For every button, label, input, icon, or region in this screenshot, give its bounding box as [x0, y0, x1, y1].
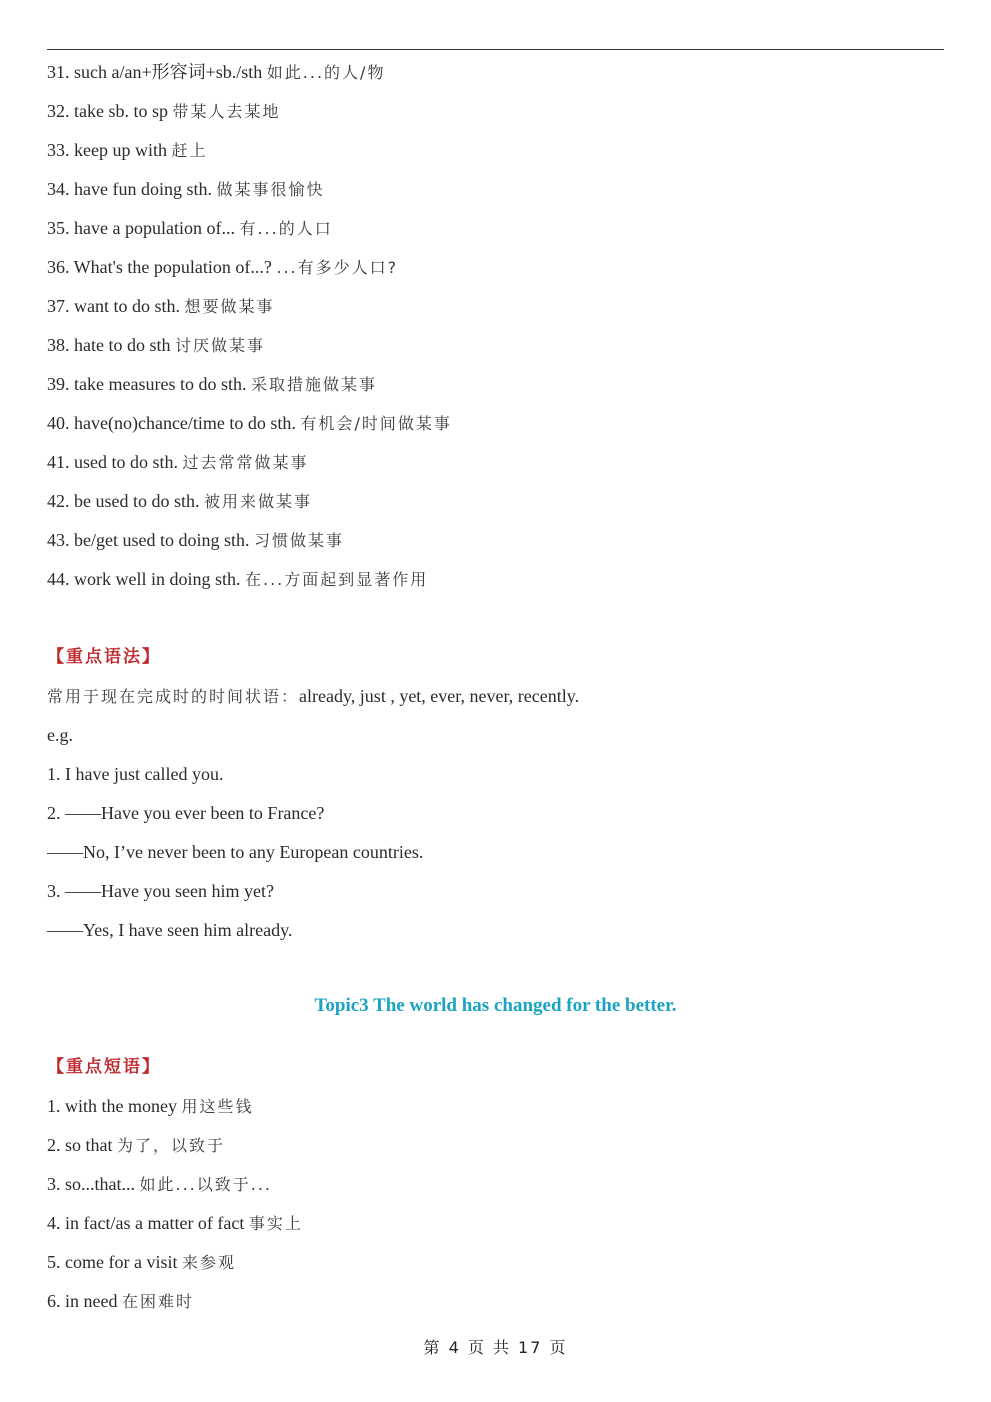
grammar-intro: 常用于现在完成时的时间状语：already, just , yet, ever, never, recently.: [47, 686, 580, 706]
phrases-heading: 【重点短语】: [47, 1057, 161, 1077]
phrase-line: 36. What's the population of...? ...有多少人口?: [47, 257, 399, 277]
phrase-line: 38. hate to do sth 讨厌做某事: [47, 335, 266, 355]
phrase-line: 1. with the money 用这些钱: [47, 1096, 254, 1116]
phrase-line: 39. take measures to do sth. 采取措施做某事: [47, 374, 377, 394]
top-divider: [47, 49, 944, 50]
example-line: ——Yes, I have seen him already.: [47, 920, 293, 940]
page-number-footer: 第 4 页 共 17 页: [423, 1338, 568, 1357]
phrase-line: 2. so that 为了，以致于: [47, 1135, 226, 1155]
phrase-line: 42. be used to do sth. 被用来做某事: [47, 491, 313, 511]
example-line: 2. ——Have you ever been to France?: [47, 803, 325, 823]
phrase-line: 43. be/get used to doing sth. 习惯做某事: [47, 530, 344, 550]
phrase-line: 44. work well in doing sth. 在...方面起到显著作用: [47, 569, 429, 589]
phrase-line: 40. have(no)chance/time to do sth. 有机会/时间做某事: [47, 413, 452, 433]
phrase-line: 33. keep up with 赶上: [47, 140, 208, 160]
phrase-line: 4. in fact/as a matter of fact 事实上: [47, 1213, 303, 1233]
phrase-line: 32. take sb. to sp 带某人去某地: [47, 101, 281, 121]
phrase-line: 31. such a/an+形容词+sb./sth 如此...的人/物: [47, 62, 386, 82]
phrase-line: 3. so...that... 如此...以致于...: [47, 1174, 273, 1194]
example-line: 1. I have just called you.: [47, 764, 224, 784]
example-line: ——No, I’ve never been to any European countries.: [47, 842, 424, 862]
phrase-line: 34. have fun doing sth. 做某事很愉快: [47, 179, 325, 199]
phrase-line: 6. in need 在困难时: [47, 1291, 194, 1311]
phrase-line: 5. come for a visit 来参观: [47, 1252, 236, 1272]
example-line: 3. ——Have you seen him yet?: [47, 881, 274, 901]
topic-title: Topic3 The world has changed for the better.: [314, 995, 677, 1016]
grammar-heading: 【重点语法】: [47, 647, 161, 667]
phrase-line: 41. used to do sth. 过去常常做某事: [47, 452, 309, 472]
example-label: e.g.: [47, 725, 73, 745]
phrase-line: 37. want to do sth. 想要做某事: [47, 296, 275, 316]
phrase-line: 35. have a population of... 有...的人口: [47, 218, 333, 238]
